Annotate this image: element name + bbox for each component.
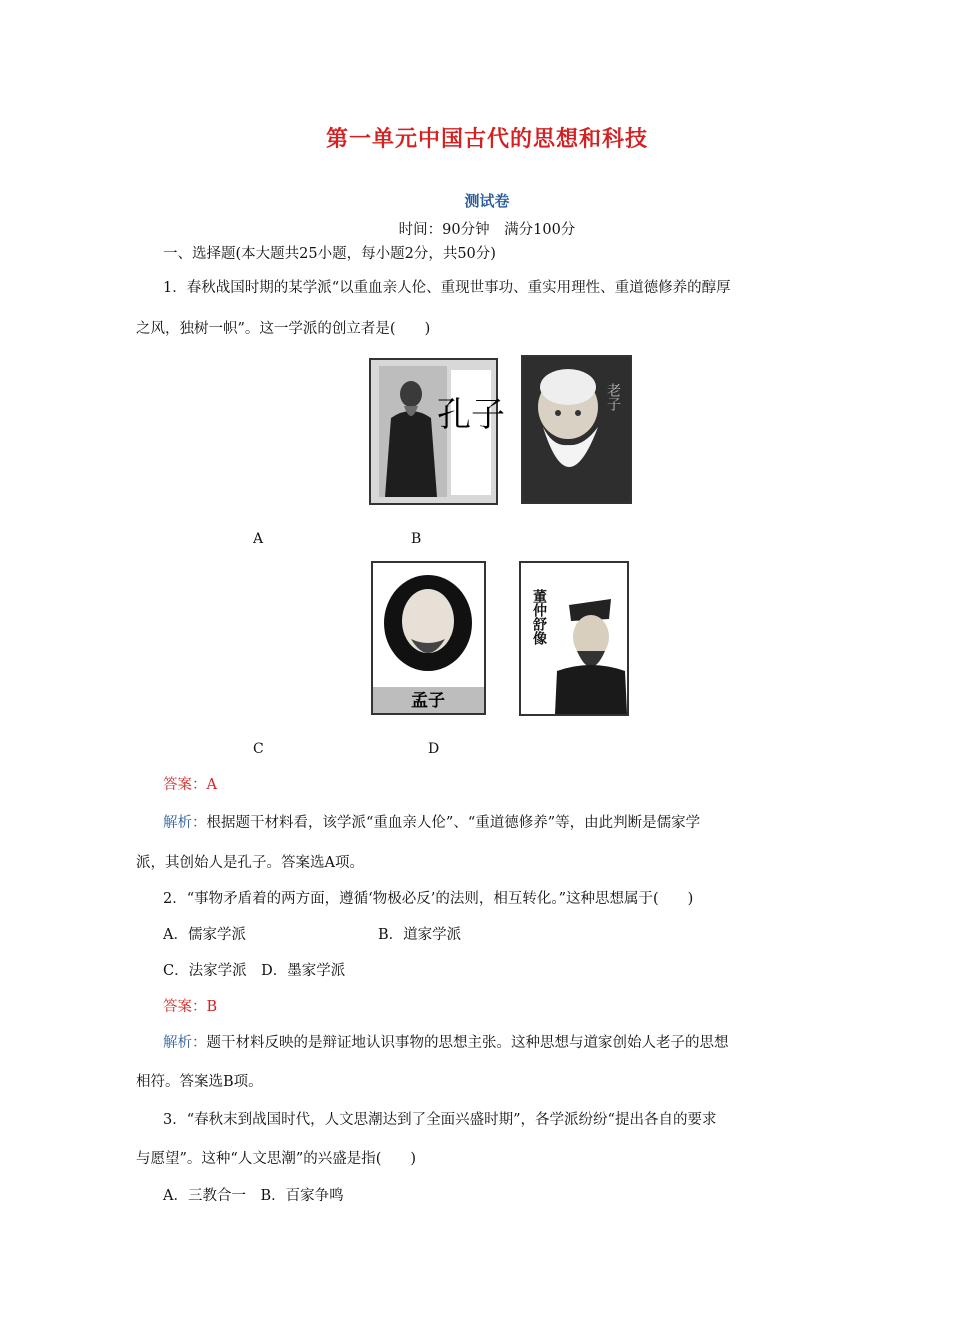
page-title: 第一单元中国古代的思想和科技 [325,127,648,152]
q3-stem-line2: 与愿望”。这种“人文思潮”的兴盛是指( ) [136,1151,417,1167]
q2-analysis-text1: 题干材料反映的是辩证地认识事物的思想主张。这种思想与道家创始人老子的思想 [206,1035,729,1051]
q1-answer-value: A [206,777,217,793]
option-b-calligraphy: 老子 [605,383,621,411]
q3-stem-line1: 3．“春秋末到战国时代，人文思潮达到了全面兴盛时期”，各学派纷纷“提出各自的要求 [163,1112,717,1128]
q1-analysis-line1 [163,813,700,833]
q1-stem-line1: 1．春秋战国时期的某学派“以重血亲人伦、重现世事功、重实用理性、重道德修养的醇厚 [163,280,731,296]
q1-stem-line2: 之风，独树一帜”。这一学派的创立者是( ) [136,321,431,337]
exam-meta: 时间：90分钟 满分100分 [398,222,576,238]
option-c-label: C [253,741,264,757]
option-c-image [371,561,486,715]
q2-stem: 2．“事物矛盾着的两方面，遵循‘物极必反’的法则，相互转化。”这种思想属于( ) [163,891,694,907]
q1-analysis-line2: 派，其创始人是孔子。答案选A项。 [136,855,364,871]
q2-option-a: A．儒家学派 [163,927,246,943]
q2-option-b: B．道家学派 [378,927,462,943]
q1-analysis-label: 解析： [163,815,207,831]
option-b-label: B [411,531,422,547]
q2-answer [163,997,217,1017]
option-a-image [369,358,505,505]
q3-option-ab: A．三教合一 B．百家争鸣 [163,1188,344,1204]
q2-answer-label: 答案： [163,999,207,1015]
option-c-caption: 孟子 [411,691,445,711]
option-d-image [519,561,629,716]
q1-analysis-text1: 根据题干材料看，该学派“重血亲人伦”、“重道德修养”等，由此判断是儒家学 [206,815,701,831]
option-d-calligraphy: 董仲舒像 [531,589,547,645]
q2-analysis-line2: 相符。答案选B项。 [136,1074,263,1090]
option-a-label: A [253,531,264,547]
option-d-label: D [428,741,440,757]
q1-answer-label: 答案： [163,777,207,793]
option-a-calligraphy: 孔子 [437,395,505,435]
q2-analysis-line1 [163,1033,729,1053]
q2-analysis-label: 解析： [163,1035,207,1051]
q2-option-cd: C．法家学派 D．墨家学派 [163,963,346,979]
option-b-image [521,355,632,504]
page-subtitle: 测试卷 [464,192,510,210]
q1-answer [163,775,217,795]
section-heading: 一、选择题(本大题共25小题，每小题2分，共50分) [163,246,496,262]
q2-answer-value: B [206,999,218,1015]
